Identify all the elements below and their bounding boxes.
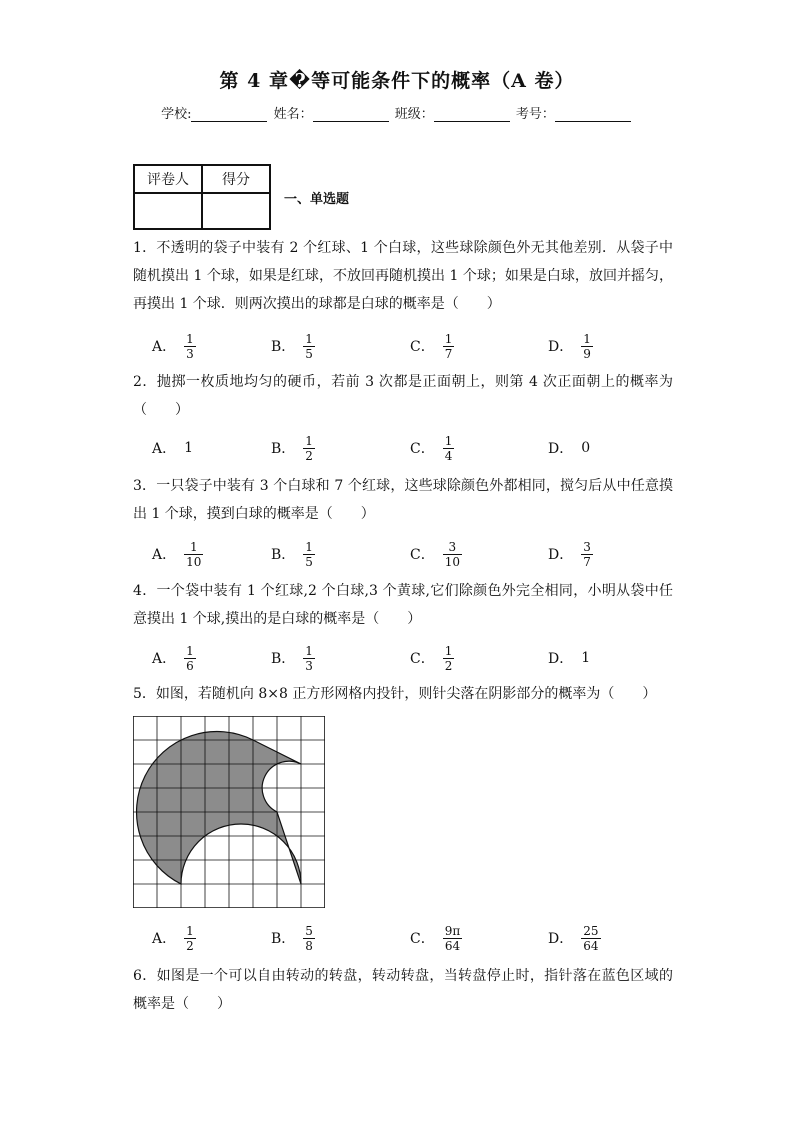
option-b[interactable]	[271, 430, 315, 466]
class-label: 班级：	[394, 107, 434, 122]
option-letter: B．	[271, 441, 296, 457]
option-letter: B．	[271, 339, 296, 355]
option-a[interactable]	[152, 328, 196, 364]
option-c[interactable]	[410, 640, 454, 676]
fraction-numerator: 1	[186, 643, 194, 658]
fraction-numerator: 1	[305, 539, 313, 554]
fraction-denominator: 10	[444, 554, 460, 569]
fraction-numerator: 1	[444, 433, 453, 448]
fraction	[443, 540, 462, 569]
fraction-denominator: 2	[186, 938, 194, 953]
option-c[interactable]	[410, 920, 462, 956]
fraction-numerator: 1	[305, 433, 313, 448]
fraction-numerator: 1	[444, 331, 453, 346]
fraction	[581, 540, 593, 569]
fraction-denominator: 2	[444, 658, 453, 673]
question-5: 5．如图，若随机向 8×8 正方形网格内投针，则针尖落在阴影部分的概率为（ ）	[133, 686, 657, 702]
option-d[interactable]	[548, 920, 601, 956]
option-d[interactable]	[548, 640, 590, 676]
fraction-numerator: 3	[583, 539, 591, 554]
option-b[interactable]	[271, 920, 315, 956]
option-a[interactable]	[152, 536, 203, 572]
question-1: 1．不透明的袋子中装有 2 个红球、1 个白球，这些球除颜色外无其他差别．从袋子中随机摸出 1 个球，如果是红球，不放回再随机摸出 1 个球；如果是白球，放回并摇匀，再摸出 1 个球．则两次摸出的球都是白球的概率是（ ）	[133, 240, 673, 312]
option-letter: D．	[548, 441, 574, 457]
page-title: 第 4 章�等可能条件下的概率（A 卷）	[219, 70, 575, 92]
shaded-region	[137, 732, 301, 884]
fraction-denominator: 7	[583, 554, 591, 569]
fraction-numerator: 5	[305, 923, 313, 938]
option-value: 1	[184, 440, 194, 456]
fraction-numerator: 1	[444, 643, 453, 658]
option-letter: B．	[271, 651, 296, 667]
fraction-denominator: 7	[444, 346, 453, 361]
fraction-denominator: 3	[186, 346, 194, 361]
option-letter: A．	[152, 651, 177, 667]
option-letter: B．	[271, 931, 296, 947]
fraction	[303, 540, 315, 569]
fraction-denominator: 8	[305, 938, 313, 953]
option-c[interactable]	[410, 536, 462, 572]
fraction-denominator: 5	[305, 554, 313, 569]
grader-cell	[134, 193, 202, 229]
fraction	[581, 332, 593, 361]
exam-number-label: 考号：	[515, 107, 555, 122]
option-d[interactable]	[548, 328, 593, 364]
option-b[interactable]	[271, 640, 315, 676]
fraction-denominator: 2	[305, 448, 313, 463]
option-letter: A．	[152, 339, 177, 355]
fraction-numerator: 9π	[444, 923, 461, 938]
option-a[interactable]	[152, 640, 196, 676]
fraction-numerator: 1	[305, 331, 313, 346]
option-value: 1	[581, 650, 591, 666]
option-letter: C．	[410, 931, 435, 947]
fraction	[184, 540, 203, 569]
fraction	[443, 924, 463, 953]
option-a[interactable]	[152, 920, 196, 956]
fraction	[581, 924, 600, 953]
score-table	[133, 164, 271, 230]
option-c[interactable]	[410, 328, 454, 364]
fraction-denominator: 6	[186, 658, 194, 673]
option-letter: C．	[410, 441, 435, 457]
school-label: 学校:	[161, 107, 192, 122]
fraction-denominator: 4	[444, 448, 453, 463]
fraction-denominator: 10	[186, 554, 202, 569]
option-b[interactable]	[271, 328, 315, 364]
option-b[interactable]	[271, 536, 315, 572]
fraction-numerator: 25	[583, 923, 599, 938]
section-title: 一、单选题	[284, 192, 350, 207]
fraction-denominator: 5	[305, 346, 313, 361]
fraction-numerator: 3	[448, 539, 457, 554]
fraction	[303, 924, 315, 953]
option-letter: A．	[152, 931, 177, 947]
option-a[interactable]	[152, 430, 193, 466]
question-3: 3．一只袋子中装有 3 个白球和 7 个红球，这些球除颜色外都相同，搅匀后从中任意摸出 1 个球，摸到白球的概率是（ ）	[133, 478, 673, 522]
fraction-numerator: 1	[186, 923, 194, 938]
option-letter: C．	[410, 651, 435, 667]
question-2: 2．抛掷一枚质地均匀的硬币，若前 3 次都是正面朝上，则第 4 次正面朝上的概率为（ ）	[133, 374, 673, 418]
grid-lines	[133, 716, 325, 908]
student-info-row	[0, 103, 794, 122]
question-4: 4．一个袋中装有 1 个红球,2 个白球,3 个黄球,它们除颜色外完全相同，小明从袋中任意摸出 1 个球,摸出的是白球的概率是（ ）	[133, 583, 673, 627]
name-blank[interactable]	[313, 107, 389, 122]
fraction	[184, 924, 196, 953]
fraction	[303, 332, 315, 361]
grid-figure	[133, 716, 325, 908]
option-letter: C．	[410, 339, 435, 355]
fraction	[443, 644, 455, 673]
option-value: 0	[581, 440, 591, 456]
class-blank[interactable]	[434, 107, 510, 122]
score-header: 得分	[202, 165, 270, 193]
option-d[interactable]	[548, 430, 590, 466]
fraction-denominator: 64	[444, 938, 461, 953]
fraction-denominator: 3	[305, 658, 313, 673]
option-c[interactable]	[410, 430, 454, 466]
fraction-numerator: 1	[186, 331, 194, 346]
question-6: 6．如图是一个可以自由转动的转盘，转动转盘，当转盘停止时，指针落在蓝色区域的概率是（ ）	[133, 968, 673, 1012]
fraction	[184, 332, 196, 361]
fraction-denominator: 9	[583, 346, 591, 361]
option-letter: D．	[548, 651, 574, 667]
option-d[interactable]	[548, 536, 593, 572]
option-letter: D．	[548, 547, 574, 563]
fraction	[184, 644, 196, 673]
fraction-numerator: 1	[305, 643, 313, 658]
score-cell	[202, 193, 270, 229]
option-letter: A．	[152, 441, 177, 457]
exam-number-blank[interactable]	[555, 107, 631, 122]
option-letter: D．	[548, 339, 574, 355]
school-blank[interactable]	[191, 107, 267, 122]
fraction-numerator: 1	[583, 331, 591, 346]
option-letter: A．	[152, 547, 177, 563]
fraction-denominator: 64	[583, 938, 599, 953]
fraction	[443, 434, 455, 463]
fraction	[303, 434, 315, 463]
option-letter: D．	[548, 931, 574, 947]
grader-header: 评卷人	[134, 165, 202, 193]
fraction	[443, 332, 455, 361]
name-label: 姓名：	[273, 107, 313, 122]
option-letter: B．	[271, 547, 296, 563]
fraction	[303, 644, 315, 673]
fraction-numerator: 1	[189, 539, 198, 554]
option-letter: C．	[410, 547, 435, 563]
